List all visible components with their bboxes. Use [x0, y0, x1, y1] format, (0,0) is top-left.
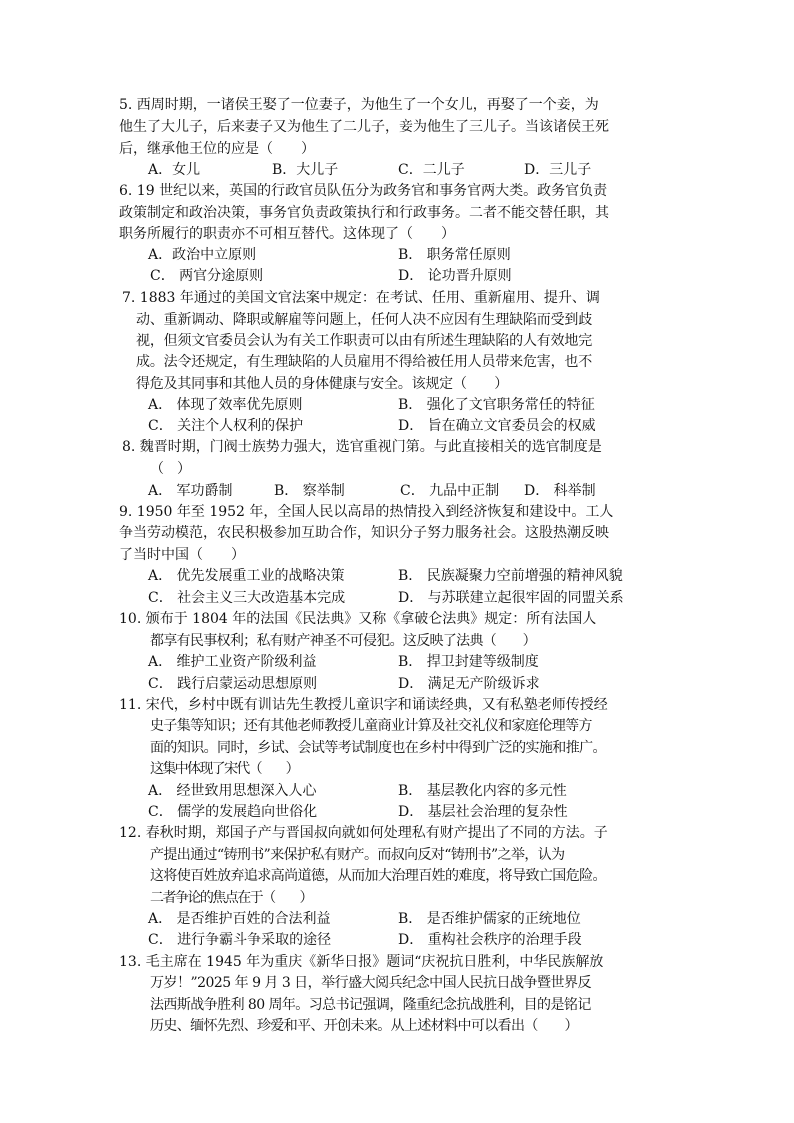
- option-c: C． 儒学的发展趋向世俗化: [148, 804, 318, 820]
- option-c: C．二儿子: [398, 162, 465, 178]
- option-d: D． 与苏联建立起很牢固的同盟关系: [398, 590, 624, 606]
- question-text-line: 5. 西周时期，一诸侯王娶了一位妻子，为他生了一个女儿，再娶了一个妾，为: [119, 97, 599, 113]
- question-text-line: 产提出通过“铸刑书”来保护私有财产。而叔向反对“铸刑书”之举，认为: [150, 847, 565, 863]
- question-text-line: 都享有民事权利；私有财产神圣不可侵犯。这反映了法典（ ）: [150, 633, 536, 649]
- question-text-line: （ ）: [150, 461, 186, 477]
- option-c: C． 社会主义三大改造基本完成: [148, 590, 346, 606]
- option-b: B． 强化了文官职务常任的特征: [398, 397, 595, 413]
- option-d: D． 满足无产阶级诉求: [398, 676, 540, 692]
- option-b: B． 民族凝聚力空前增强的精神风貌: [398, 568, 623, 584]
- question-text-line: 7. 1883 年通过的美国文官法案中规定：在考试、任用、重新雇用、提升、调: [122, 290, 600, 306]
- question-text-line: 后，继承他王位的应是（ ）: [119, 141, 315, 157]
- option-b: B． 察举制: [274, 483, 345, 499]
- question-text-line: 这将使百姓放弃追求高尚道德，从而加大治理百姓的难度，将导致亡国危险。: [150, 868, 606, 884]
- question-text-line: 争当劳动模范，农民积极参加互助合作，知识分子努力服务社会。这股热潮反映: [119, 525, 609, 541]
- option-a: A． 经世致用思想深入人心: [148, 783, 317, 799]
- question-text-line: 职务所履行的职责亦不可相互替代。这体现了（ ）: [119, 226, 455, 242]
- question-text-line: 历史、缅怀先烈、珍爱和平、开创未来。从上述材料中可以看出（ ）: [150, 1018, 578, 1034]
- option-a: A． 优先发展重工业的战略决策: [148, 568, 345, 584]
- question-text-line: 11. 宋代，乡村中既有训诂先生教授儿童识字和诵读经典，又有私塾老师传授经: [119, 697, 608, 713]
- question-text-line: 法西斯战争胜利 80 周年。习总书记强调，隆重纪念抗战胜利，目的是铭记: [150, 997, 591, 1013]
- question-text-line: 他生了大儿子，后来妻子又为他生了二儿子，妾为他生了三儿子。当该诸侯王死: [119, 119, 609, 135]
- option-d: D． 重构社会秩序的治理手段: [398, 932, 582, 948]
- question-text-line: 视，但须文官委员会认为有关工作职责可以由有所述生理缺陷的人有效地完: [136, 333, 593, 349]
- question-text-line: 万岁！”2025 年 9 月 3 日，举行盛大阅兵纪念中国人民抗日战争暨世界反: [150, 975, 591, 991]
- option-c: C． 九品中正制: [400, 483, 500, 499]
- option-d: D． 科举制: [524, 483, 596, 499]
- option-d: D． 基层社会治理的复杂性: [398, 804, 568, 820]
- option-c: C． 两官分途原则: [150, 268, 264, 284]
- option-d: D．三儿子: [524, 162, 592, 178]
- option-a: A． 体现了效率优先原则: [148, 397, 303, 413]
- question-text-line: 这集中体现了宋代（ ）: [150, 761, 298, 777]
- option-a: A．政治中立原则: [148, 247, 257, 263]
- question-text-line: 13. 毛主席在 1945 年为重庆《新华日报》题词“庆祝抗日胜利，中华民族解放: [119, 954, 604, 970]
- option-b: B． 是否维护儒家的正统地位: [398, 911, 581, 927]
- option-c: C． 进行争霸斗争采取的途径: [148, 932, 332, 948]
- option-d: D． 论功晋升原则: [398, 268, 512, 284]
- option-d: D． 旨在确立文官委员会的权威: [398, 418, 596, 434]
- question-text-line: 得危及其同事和其他人员的身体健康与安全。该规定（ ）: [136, 376, 509, 392]
- option-a: A． 军功爵制: [148, 483, 233, 499]
- question-text-line: 10. 颁布于 1804 年的法国《民法典》又称《拿破仑法典》规定：所有法国人: [119, 611, 597, 627]
- option-b: B．大儿子: [272, 162, 339, 178]
- question-text-line: 9. 1950 年至 1952 年，全国人民以高昂的热情投入到经济恢复和建设中。工人: [119, 504, 614, 520]
- question-text-line: 了当时中国（ ）: [119, 547, 245, 563]
- option-a: A． 是否维护百姓的合法利益: [148, 911, 331, 927]
- question-text-line: 6. 19 世纪以来，英国的行政官员队伍分为政务官和事务官两大类。政务官负责: [119, 183, 608, 199]
- option-a: A．女儿: [148, 162, 201, 178]
- question-text-line: 史子集等知识；还有其他老师教授儿童商业计算及社交礼仪和家庭伦理等方: [150, 718, 592, 734]
- option-b: B． 基层教化内容的多元性: [398, 783, 567, 799]
- question-text-line: 政策制定和政治决策，事务官负责政策执行和行政事务。二者不能交替任职，其: [119, 205, 609, 221]
- question-text-line: 成。法令还规定，有生理缺陷的人员雇用不得给被任用人员带来危害，也不: [136, 354, 593, 370]
- question-text-line: 二者争论的焦点在于（ ）: [150, 890, 312, 906]
- option-b: B． 职务常任原则: [398, 247, 511, 263]
- question-text-line: 12. 春秋时期，郑国子产与晋国叔向就如何处理私有财产提出了不同的方法。子: [119, 825, 608, 841]
- question-text-line: 动、重新调动、降职或解雇等问题上，任何人决不应因有生理缺陷而受到歧: [136, 312, 593, 328]
- option-c: C． 践行启蒙运动思想原则: [148, 676, 318, 692]
- option-c: C． 关注个人权利的保护: [148, 418, 304, 434]
- question-text-line: 8. 魏晋时期，门阀士族势力强大，选官重视门第。与此直接相关的选官制度是: [122, 439, 602, 455]
- question-text-line: 面的知识。同时，乡试、会试等考试制度也在乡村中得到广泛的实施和推广。: [150, 740, 606, 756]
- option-b: B． 捍卫封建等级制度: [398, 654, 539, 670]
- option-a: A． 维护工业资产阶级利益: [148, 654, 317, 670]
